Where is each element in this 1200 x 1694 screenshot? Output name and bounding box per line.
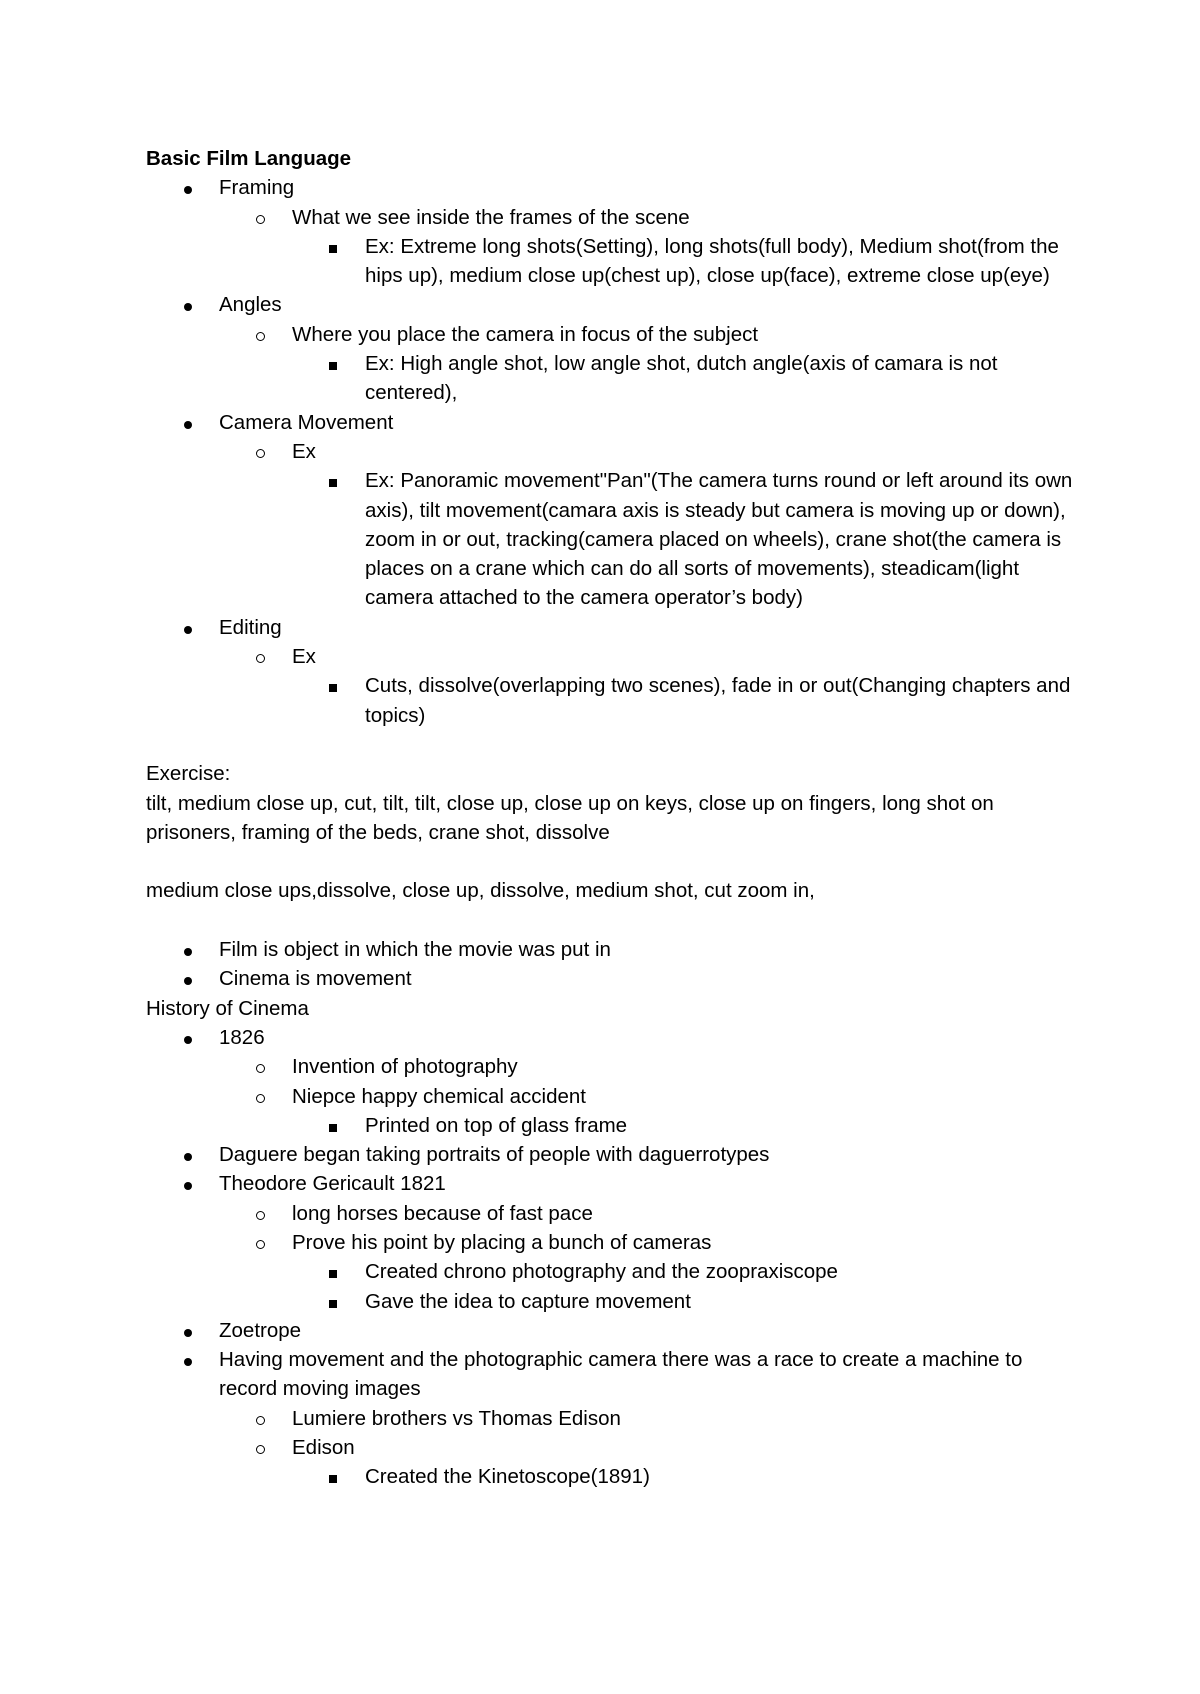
bullet-square-icon — [329, 466, 337, 495]
list-item — [146, 349, 1076, 408]
list-item — [146, 1345, 1076, 1404]
spacer — [146, 847, 1076, 876]
bullet-square-icon — [329, 671, 337, 700]
list-item — [146, 613, 1076, 642]
bullet-dot-icon — [184, 1023, 192, 1052]
list-item — [146, 642, 1076, 671]
list-item — [146, 1228, 1076, 1257]
bullet-square-icon — [329, 349, 337, 378]
list-item — [146, 1199, 1076, 1228]
bullet-circle-icon — [256, 1228, 265, 1257]
list-item — [146, 964, 1076, 993]
bullet-dot-icon — [184, 964, 192, 993]
bullet-square-icon — [329, 1257, 337, 1286]
bullet-circle-icon — [256, 437, 265, 466]
spacer — [146, 730, 1076, 759]
list-item — [146, 408, 1076, 437]
list-item-text: Printed on top of glass frame — [365, 1113, 628, 1137]
bullet-dot-icon — [184, 613, 192, 642]
list-item-text: Prove his point by placing a bunch of cameras — [292, 1230, 712, 1254]
list-item-text: Created the Kinetoscope(1891) — [365, 1465, 650, 1489]
list-item — [146, 232, 1076, 291]
list-item — [146, 1433, 1076, 1462]
bullet-circle-icon — [256, 1404, 265, 1433]
outline-history — [146, 1023, 1076, 1492]
list-item — [146, 1316, 1076, 1345]
list-item — [146, 1111, 1076, 1140]
list-item — [146, 1052, 1076, 1081]
list-item — [146, 1257, 1076, 1286]
list-item-text: Ex — [292, 439, 316, 463]
list-item — [146, 1287, 1076, 1316]
list-item — [146, 1023, 1076, 1052]
exercise-label: Exercise: — [146, 762, 231, 786]
list-item — [146, 1462, 1076, 1491]
list-item — [146, 290, 1076, 319]
list-item — [146, 1082, 1076, 1111]
bullet-square-icon — [329, 1462, 337, 1491]
list-item-text: Framing — [219, 176, 295, 200]
bullet-dot-icon — [184, 935, 192, 964]
bullet-dot-icon — [184, 1140, 192, 1169]
list-item — [146, 1404, 1076, 1433]
spacer — [146, 906, 1076, 935]
exercise-text-2: medium close ups,dissolve, close up, dissolve, medium shot, cut zoom in, — [146, 879, 815, 903]
list-item-text: Film is object in which the movie was put in — [219, 938, 611, 962]
list-item-text: long horses because of fast pace — [292, 1201, 593, 1225]
document-title: Basic Film Language — [146, 147, 352, 170]
list-item-text: What we see inside the frames of the scene — [292, 205, 690, 229]
list-item — [146, 935, 1076, 964]
list-item-text: Invention of photography — [292, 1055, 518, 1079]
list-item-text: Daguere began taking portraits of people with daguerrotypes — [219, 1143, 770, 1167]
bullet-circle-icon — [256, 1199, 265, 1228]
list-item-text: Angles — [219, 293, 282, 317]
list-item-text: Cuts, dissolve(overlapping two scenes), fade in or out(Changing chapters and topics) — [365, 674, 1071, 727]
bullet-dot-icon — [184, 173, 192, 202]
list-item-text: Theodore Gericault 1821 — [219, 1172, 446, 1196]
bullet-square-icon — [329, 1111, 337, 1140]
bullet-circle-icon — [256, 1433, 265, 1462]
list-item-text: Ex — [292, 645, 316, 669]
list-item — [146, 173, 1076, 202]
list-item-text: Created chrono photography and the zoopraxiscope — [365, 1260, 838, 1284]
bullet-square-icon — [329, 1287, 337, 1316]
list-item-text: Editing — [219, 615, 282, 639]
list-item-text: Having movement and the photographic camera there was a race to create a machine to record moving images — [219, 1348, 1023, 1401]
list-item-text: Ex: Extreme long shots(Setting), long shots(full body), Medium shot(from the hips up), medium close up(chest up), close up(face), extreme close up(eye) — [365, 234, 1059, 288]
list-item-text: Gave the idea to capture movement — [365, 1289, 691, 1313]
list-item — [146, 1169, 1076, 1198]
list-item-text: Lumiere brothers vs Thomas Edison — [292, 1406, 621, 1430]
list-item — [146, 320, 1076, 349]
bullet-circle-icon — [256, 203, 265, 232]
bullet-dot-icon — [184, 290, 192, 319]
document-body — [146, 144, 1076, 1492]
history-heading: History of Cinema — [146, 996, 309, 1020]
bullet-dot-icon — [184, 1316, 192, 1345]
exercise-text: tilt, medium close up, cut, tilt, tilt, close up, close up on keys, close up on fingers, long shot on prisoners, framing of the beds, crane shot, dissolve — [146, 791, 994, 844]
bullet-circle-icon — [256, 1052, 265, 1081]
bullet-dot-icon — [184, 408, 192, 437]
list-item-text: Edison — [292, 1436, 355, 1460]
list-item — [146, 671, 1076, 730]
bullet-circle-icon — [256, 642, 265, 671]
list-item — [146, 1140, 1076, 1169]
bullet-circle-icon — [256, 1082, 265, 1111]
bullet-circle-icon — [256, 320, 265, 349]
list-item-text: Zoetrope — [219, 1318, 302, 1342]
list-item-text: Cinema is movement — [219, 967, 412, 991]
list-item-text: Ex: High angle shot, low angle shot, dutch angle(axis of camara is not centered), — [365, 352, 998, 405]
outline-film-notes — [146, 935, 1076, 994]
list-item-text: Where you place the camera in focus of the subject — [292, 322, 759, 346]
list-item — [146, 203, 1076, 232]
list-item-text: Camera Movement — [219, 410, 394, 434]
outline-film-language — [146, 173, 1076, 730]
list-item — [146, 466, 1076, 612]
list-item-text: 1826 — [219, 1025, 265, 1049]
list-item — [146, 437, 1076, 466]
bullet-dot-icon — [184, 1345, 192, 1374]
bullet-square-icon — [329, 232, 337, 261]
list-item-text: Ex: Panoramic movement"Pan"(The camera turns round or left around its own axis), tilt movement(camara axis is steady but camera is moving up or down), zoom in or out, tracking(camera placed on wheels), crane shot(the camera is places on a crane which can do all sorts of movements), steadicam(light camera attached to the camera operator’s body) — [365, 469, 1073, 610]
list-item-text: Niepce happy chemical accident — [292, 1084, 586, 1108]
bullet-dot-icon — [184, 1169, 192, 1198]
